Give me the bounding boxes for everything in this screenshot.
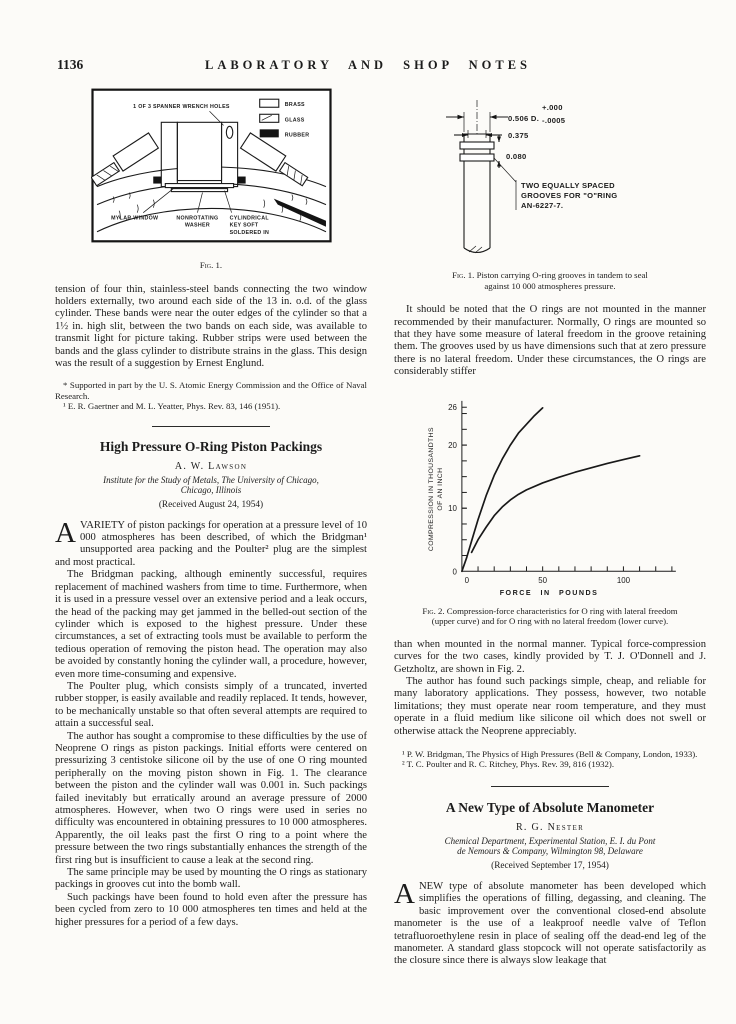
intro-paragraph: tension of four thin, stainless-steel bands connecting the two window holders externally, two around each side of the 13 in. o.d. of the glass cylinder. These bands were near the outer edges of the cylinder so that a 1½ in. high slit, between the two bands on each side, was available to transmit light for picture taking. Rubber strips were used between the bands and the glass cylinder to distribute strains in the glass. This design was the result of a suggestion by Ernest Englund. xyxy=(55,283,367,370)
left-footnotes xyxy=(55,380,367,411)
body-paragraph: The same principle may be used by mounting the O rings as stationary packings in grooves cut into the bomb wall. xyxy=(55,867,367,891)
spanner-hole xyxy=(226,126,232,138)
paragraph-text: VARIETY of piston packings for operation at a pressure level of 10 000 atmospheres has been described, of which the Bridgman¹ unsupported area packing and the Poulter² plug are the simplest and most practical. xyxy=(55,519,367,568)
dim-0375 xyxy=(454,130,529,140)
chart-curves xyxy=(462,407,640,570)
svg-text:20: 20 xyxy=(448,440,457,450)
axis-tick-labels xyxy=(448,403,630,585)
article1-affiliation xyxy=(55,475,367,496)
affil-line2: Chicago, Illinois xyxy=(180,485,242,496)
label-callout-1: TWO EQUALLY SPACED xyxy=(521,181,615,190)
body-paragraph: than when mounted in the normal manner. Typical force-compression curves for the two cases, kindly provided by T. J. O'Donnell and J. Getzholtz, are shown in Fig. 2. xyxy=(394,638,706,675)
groove-ring-1 xyxy=(460,142,494,149)
article1-received: (Received August 24, 1954) xyxy=(158,499,264,510)
caption-line1: Piston carrying O-ring grooves in tandem to seal xyxy=(476,270,648,280)
label-mylar-window: MYLAR WINDOW xyxy=(111,215,159,222)
affil-line2: de Nemours & Company, Wilmington 98, Delaware xyxy=(457,846,643,857)
piston-rod xyxy=(460,134,494,253)
svg-text:0: 0 xyxy=(464,575,470,585)
journal-section-header: LABORATORY AND SHOP NOTES xyxy=(204,58,532,72)
caption-label: Fig. 2. xyxy=(422,605,445,616)
caption-line2: (upper curve) and for O ring with no lateral freedom (lower curve). xyxy=(431,616,669,627)
caption-label: Fig. 1. xyxy=(452,270,475,280)
fig1-right-caption xyxy=(394,270,706,291)
label-diameter: 0.506 D. xyxy=(508,114,540,123)
right-footnotes xyxy=(394,749,706,770)
article-divider xyxy=(152,426,270,427)
washer-part xyxy=(171,189,227,192)
article1-author: A. W. Lawson xyxy=(174,460,248,472)
label-washer-2: WASHER xyxy=(184,222,211,229)
body-paragraph: Such packings have been found to hold even after the pressure has been cycled from zero to 10 000 atmospheres ten times and held at the higher pressures for a period of a few days. xyxy=(55,891,367,928)
article2-received: (Received September 17, 1954) xyxy=(491,860,609,871)
label-key-1: CYLINDRICAL xyxy=(229,215,269,222)
label-tolerance-minus: -.0005 xyxy=(542,116,566,125)
label-callout-3: AN-6227-7. xyxy=(521,201,564,210)
label-callout-2: GROOVES FOR "O"RING xyxy=(521,191,618,200)
x-axis-title: FORCE IN POUNDS xyxy=(499,588,599,597)
footnote: ² T. C. Poulter and R. C. Ritchey, Phys. Rev. 39, 816 (1932). xyxy=(402,759,615,770)
svg-text:10: 10 xyxy=(448,503,457,513)
y-axis-title-line1: COMPRESSION IN THOUSANDTHS xyxy=(428,426,436,551)
fig2-caption xyxy=(394,606,706,627)
label-width: 0.375 xyxy=(508,131,529,140)
y-axis-title-line2: OF AN INCH xyxy=(437,467,445,511)
legend-label-brass: BRASS xyxy=(284,102,305,109)
body-paragraph xyxy=(394,877,706,968)
svg-text:100: 100 xyxy=(616,575,631,585)
label-groove-depth: 0.080 xyxy=(506,152,527,161)
mylar-window-part xyxy=(165,184,233,188)
y-axis-ticks xyxy=(462,407,467,555)
right-column xyxy=(394,0,706,968)
article2-affiliation xyxy=(394,836,706,857)
legend-label-glass: GLASS xyxy=(284,117,305,124)
caption-line1: Compression-force characteristics for O ring with lateral freedom xyxy=(446,605,678,616)
left-column xyxy=(55,0,367,929)
dim-0506 xyxy=(446,103,566,132)
paragraph-text: NEW type of absolute manometer has been developed which simplifies the operations of filling, degassing, and cleaning. The basic improvement over the conventional closed-end absolute manometer is the use of a leakproof needle valve of Teflon tetrafluoroethylene resin in place of sealing off the dead-end leg of the manometer. A standard glass stopcock will not operate satisfactorily as the closure since there is always slow leakage that xyxy=(394,880,706,967)
legend-label-rubber: RUBBER xyxy=(284,132,310,139)
body-paragraph: The Poulter plug, which consists simply of a truncated, inverted rubber stopper, is easily available and readily replaced. It tends, however, to be mechanically unstable so that often several attempts are required to attain a successful seal. xyxy=(55,680,367,730)
footnote: ¹ E. R. Gaertner and M. L. Yeatter, Phys. Rev. 83, 146 (1951). xyxy=(63,401,281,412)
x-axis-ticks xyxy=(478,566,672,571)
legend-swatch-glass xyxy=(260,114,279,122)
dropcap: A xyxy=(394,877,415,910)
svg-text:26: 26 xyxy=(448,402,457,412)
figure-window-assembly xyxy=(91,88,332,249)
label-key-2: KEY SOFT xyxy=(229,222,259,229)
svg-text:0: 0 xyxy=(452,566,457,576)
svg-text:50: 50 xyxy=(538,575,548,585)
rubber-right xyxy=(238,177,246,184)
dropcap: A xyxy=(55,516,76,549)
label-key-3: SOLDERED IN xyxy=(229,229,270,236)
body-paragraph xyxy=(55,516,367,570)
article2-title: A New Type of Absolute Manometer xyxy=(445,799,655,815)
footnote: ¹ P. W. Bridgman, The Physics of High Pressures (Bell & Company, London, 1933). xyxy=(402,749,698,760)
body-paragraph: The Bridgman packing, although eminently successful, requires replacement of machined washers from time to time. Furthermore, when it is used in a pressure vessel over an extensive period and a leak occurs, the head of the packing may get jammed in the belled-out section of the cylinder which is exposed to the highest pressure. Under these circumstances, a set of extracting tools must be available to perform the tedious operation of removing the piston head. The operation may also be avoided by constantly honing the cylinder wall, a procedure, however, even more time-consuming and expensive. xyxy=(55,569,367,680)
caption-line2: against 10 000 atmospheres pressure. xyxy=(484,280,616,291)
label-spanner-holes: 1 OF 3 SPANNER WRENCH HOLES xyxy=(133,104,230,111)
body-paragraph: The author has sought a compromise to these difficulties by the use of Neoprene O rings as piston packings. Initial efforts were centered on pressurizing 3 centistoke silicone oil by the use of one O ring mounted peripherally on the moving piston shown in Fig. 1. The clearance between the piston and the cylinder wall was 0.001 in. Such packings failed inevitably but erratically around an average pressure of 2000 atmospheres. However, when two O rings were used in series no difficulty was encountered in obtaining pressures to 10 000 atmospheres. Apparently, the oil leaks past the first O ring to a point where the pressure between the two rings substantially enhances the strength of the first ring but is insufficient to cause a leak at the second ring. xyxy=(55,730,367,866)
article-divider xyxy=(491,786,609,787)
rubber-left xyxy=(153,177,161,184)
page-number: 1136 xyxy=(57,57,84,72)
label-tolerance-plus: +.000 xyxy=(542,103,563,112)
article1-title: High Pressure O-Ring Piston Packings xyxy=(99,438,323,454)
figure-piston xyxy=(402,86,692,264)
article2-author: R. G. Nester xyxy=(515,821,585,833)
body-paragraph: The author has found such packings simple, cheap, and reliable for many laboratory applications. They possess, however, two notable limitations; they must operate near room temperature, and they must operate in a fluid medium like silicone oil which does not swell or otherwise attack the Neoprene appreciably. xyxy=(394,676,706,737)
groove-ring-2 xyxy=(460,154,494,161)
groove-callout xyxy=(494,158,617,210)
body-paragraph: It should be noted that the O rings are not mounted in the manner recommended by their manufacturer. Normally, O rings are mounted so that they have some measure of lateral freedom in the groove retaining them. The grooves used by us have dimensions such that at zero pressure there is no lateral freedom. Under these circumstances, the O rings are considerably stiffer xyxy=(394,304,706,378)
affil-line1: Chemical Department, Experimental Station, E. I. du Pont xyxy=(444,835,656,846)
fig2-compression-chart xyxy=(420,393,690,603)
legend-swatch-rubber xyxy=(260,129,279,137)
label-washer-1: NONROTATING xyxy=(176,215,219,222)
fig1-left-caption: Fig. 1. xyxy=(199,260,223,270)
footnote: * Supported in part by the U. S. Atomic Energy Commission and the Office of Naval Research. xyxy=(55,380,367,401)
affil-line1: Institute for the Study of Metals, The University of Chicago, xyxy=(103,474,319,485)
